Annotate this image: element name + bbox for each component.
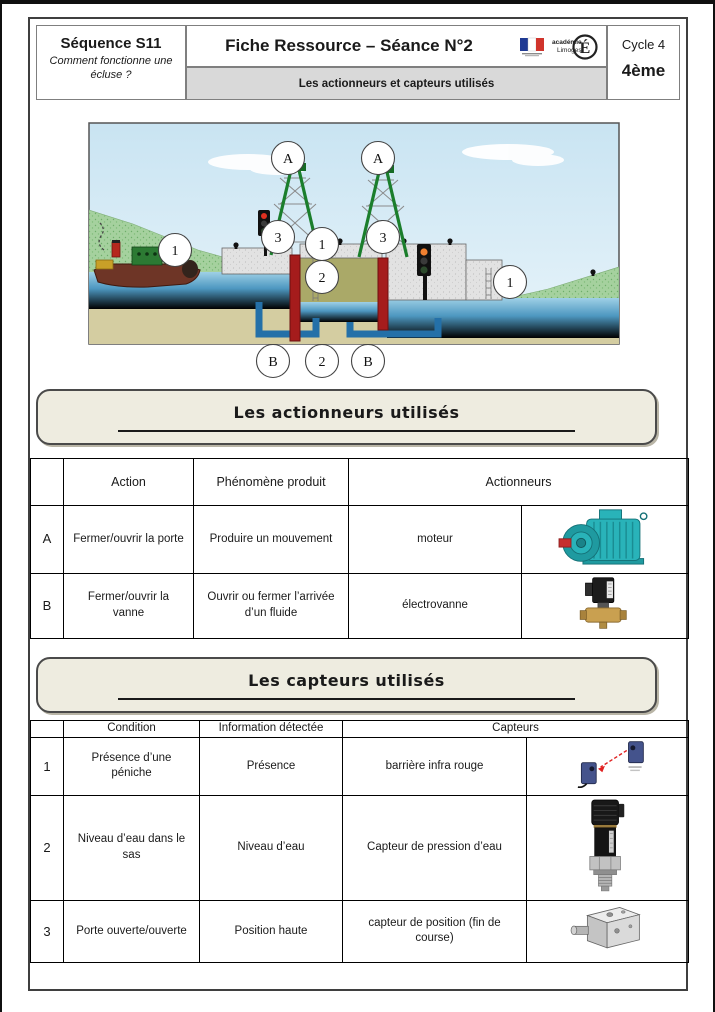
device-image-cell — [527, 900, 689, 963]
info-cell: Position haute — [200, 900, 343, 963]
label-3-right — [367, 221, 400, 254]
gate-valve-right — [378, 258, 388, 330]
actuators-section-title: Les actionneurs utilisés — [233, 403, 460, 422]
main-title-box — [186, 25, 607, 67]
device-image-cell — [522, 506, 689, 574]
sensors-table — [30, 720, 689, 963]
device-image-cell — [527, 796, 689, 901]
device-cell: moteur — [349, 506, 522, 574]
svg-text:A: A — [372, 152, 384, 167]
action-cell: Fermer/ouvrir la porte — [64, 506, 194, 574]
device-cell: Capteur de pression d’eau — [343, 796, 527, 901]
header-blank — [31, 721, 64, 738]
header-condition: Condition — [64, 721, 200, 738]
header-actionneurs: Actionneurs — [349, 459, 689, 506]
svg-text:2: 2 — [318, 355, 326, 370]
electric-motor-image — [558, 508, 652, 565]
label-2-bottom — [306, 345, 339, 378]
svg-text:1: 1 — [506, 276, 514, 291]
device-cell: capteur de position (fin de course) — [343, 900, 527, 963]
infrared-barrier-image — [560, 740, 656, 788]
header-logos — [519, 31, 598, 63]
effect-cell: Ouvrir ou fermer l’arrivée d’un fluide — [194, 573, 349, 639]
lock-diagram — [88, 122, 620, 384]
label-1-left — [159, 234, 192, 267]
pressure-sensor-image — [586, 798, 630, 892]
svg-text:2: 2 — [318, 271, 326, 286]
title-underline — [118, 430, 575, 432]
header-information: Information détectée — [200, 721, 343, 738]
svg-text:1: 1 — [318, 238, 326, 253]
header-action: Action — [64, 459, 194, 506]
row-id: 2 — [31, 796, 64, 901]
device-image-cell — [522, 573, 689, 639]
actuators-table — [30, 458, 689, 639]
row-id: 1 — [31, 737, 64, 796]
limit-switch-image — [565, 903, 651, 955]
sequence-question: Comment fonctionne une écluse ? — [49, 55, 173, 82]
header-capteurs: Capteurs — [343, 721, 689, 738]
table-row — [31, 506, 689, 574]
table-row — [31, 900, 689, 963]
info-cell: Niveau d’eau — [200, 796, 343, 901]
svg-text:B: B — [363, 355, 373, 370]
label-B-right — [352, 345, 385, 378]
device-cell: électrovanne — [349, 573, 522, 639]
academy-city: Limoges — [557, 47, 582, 54]
table-row — [31, 737, 689, 796]
condition-cell: Porte ouverte/ouverte — [64, 900, 200, 963]
info-cell: Présence — [200, 737, 343, 796]
device-cell: barrière infra rouge — [343, 737, 527, 796]
device-image-cell — [527, 737, 689, 796]
french-flag-icon — [519, 37, 545, 57]
cycle-label: Cycle 4 — [621, 37, 666, 52]
label-B-left — [257, 345, 290, 378]
svg-text:1: 1 — [171, 244, 179, 259]
actuators-section-title-box — [36, 389, 657, 445]
row-id: B — [31, 573, 64, 639]
topic-bar — [186, 67, 607, 100]
table-row — [31, 573, 689, 639]
svg-text:B: B — [268, 355, 278, 370]
label-3-left — [262, 221, 295, 254]
svg-text:3: 3 — [379, 231, 387, 246]
label-2-middle — [306, 261, 339, 294]
grade-label: 4ème — [621, 61, 666, 80]
gate-valve-left — [290, 255, 300, 341]
label-1-right — [494, 266, 527, 299]
header-blank — [31, 459, 64, 506]
page-title: Fiche Ressource – Séance N°2 — [225, 36, 473, 55]
action-cell: Fermer/ouvrir la vanne — [64, 573, 194, 639]
sensors-section-title: Les capteurs utilisés — [248, 671, 445, 690]
table-row — [31, 796, 689, 901]
label-1-middle — [306, 228, 339, 261]
topic-bar-text: Les actionneurs et capteurs utilisés — [298, 77, 495, 90]
svg-text:A: A — [282, 152, 294, 167]
svg-text:3: 3 — [274, 231, 282, 246]
sensors-section-title-box — [36, 657, 657, 713]
academy-word: académie — [552, 39, 582, 46]
academie-limoges-logo — [550, 31, 598, 63]
label-A-left — [272, 142, 305, 175]
condition-cell: Niveau d’eau dans le sas — [64, 796, 200, 901]
label-A-right — [362, 142, 395, 175]
sensors-header-row — [31, 721, 689, 738]
academy-letter: É — [579, 40, 591, 57]
chamber-water — [300, 302, 378, 322]
solenoid-valve-image — [578, 576, 632, 631]
row-id: A — [31, 506, 64, 574]
condition-cell: Présence d’une péniche — [64, 737, 200, 796]
sequence-box — [36, 25, 186, 100]
scan-edge-top — [0, 0, 715, 4]
effect-cell: Produire un mouvement — [194, 506, 349, 574]
row-id: 3 — [31, 900, 64, 963]
actuators-header-row — [31, 459, 689, 506]
title-underline — [118, 698, 575, 700]
scan-edge-left — [0, 0, 2, 1012]
sequence-title: Séquence S11 — [60, 35, 162, 52]
cycle-box — [607, 25, 680, 100]
header-phenomene: Phénomène produit — [194, 459, 349, 506]
